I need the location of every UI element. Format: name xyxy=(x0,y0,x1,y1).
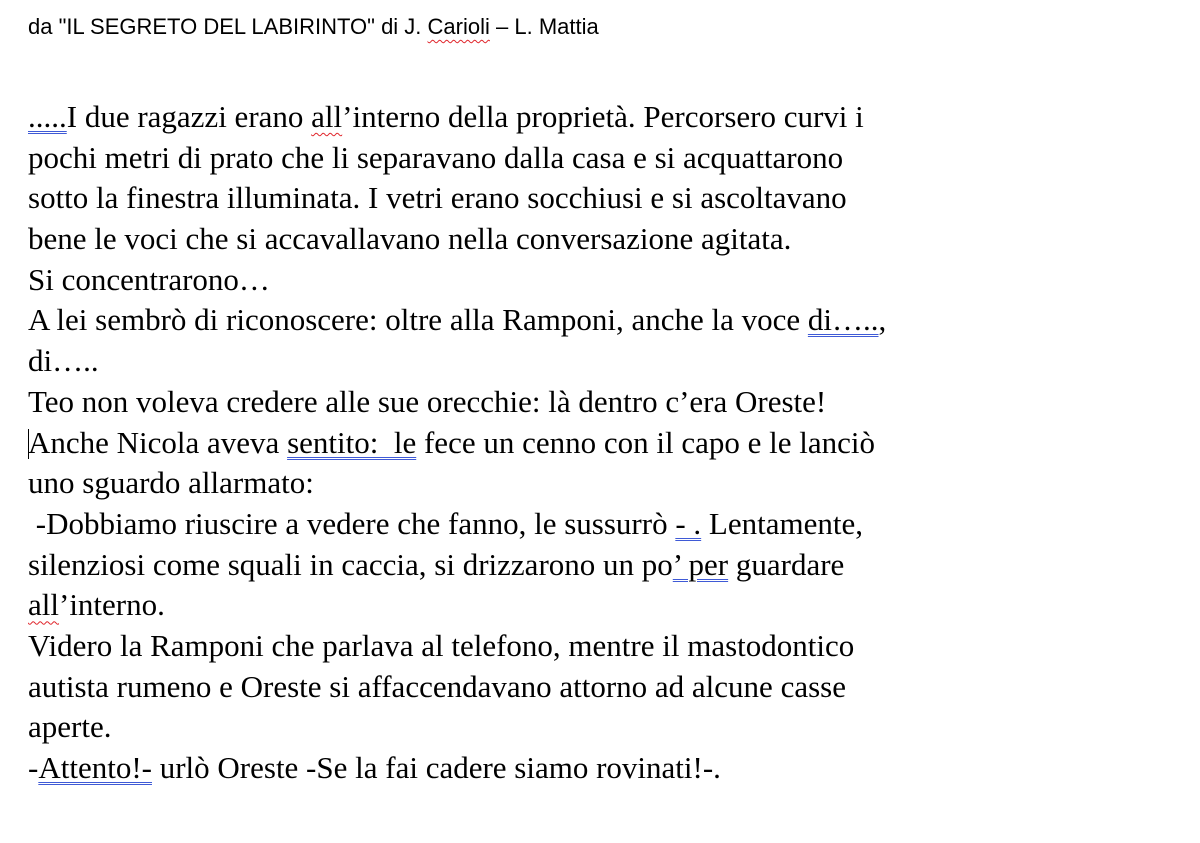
text-line-16: aperte. xyxy=(28,709,112,745)
text-line-15: autista rumeno e Oreste si affaccendavano attorno ad alcune casse xyxy=(28,668,846,704)
spelling-flag[interactable]: all xyxy=(28,587,59,623)
text-line-8: Teo non voleva credere alle sue orecchie: là dentro c’era Oreste! xyxy=(28,383,827,419)
document-body[interactable] xyxy=(28,97,1178,789)
text-line-13: all’interno. xyxy=(28,587,165,623)
text-line-14: Videro la Ramponi che parlava al telefono, mentre il mastodontico xyxy=(28,627,855,663)
spelling-flag[interactable]: all xyxy=(311,99,343,134)
text-line-12: silenziosi come squali in caccia, si drizzarono un po’ per guardare xyxy=(28,546,845,582)
text-line-2: pochi metri di prato che li separavano dalla casa e si acquattarono xyxy=(28,139,844,175)
header-author-misspelled[interactable]: Carioli xyxy=(427,14,490,39)
text-line-17: -Attento!- urlò Oreste -Se la fai cadere siamo rovinati!-. xyxy=(28,750,721,785)
document-header xyxy=(28,12,599,42)
header-text: da "IL SEGRETO DEL LABIRINTO" di J. xyxy=(28,14,428,39)
grammar-flag[interactable]: ..... xyxy=(28,99,67,134)
text-line-4: bene le voci che si accavallavano nella conversazione agitata. xyxy=(28,221,792,257)
grammar-flag[interactable]: Attento!- xyxy=(38,750,152,785)
text-line-6: A lei sembrò di riconoscere: oltre alla Ramponi, anche la voce di….., xyxy=(28,302,887,338)
header-text-end: – L. Mattia xyxy=(489,14,599,39)
grammar-flag[interactable]: ’ per xyxy=(672,546,729,582)
text-line-9: Anche Nicola aveva sentito: le fece un cenno con il capo e le lanciò xyxy=(28,424,875,460)
text-line-10: uno sguardo allarmato: xyxy=(28,465,314,501)
text-line-7: di….. xyxy=(28,343,99,379)
text-line-3: sotto la finestra illuminata. I vetri erano socchiusi e si ascoltavano xyxy=(28,180,847,216)
grammar-flag[interactable]: sentito: le xyxy=(287,424,417,460)
grammar-flag[interactable]: di….. xyxy=(807,302,879,338)
text-line-5: Si concentrarono… xyxy=(28,261,270,297)
text-line-11: -Dobbiamo riuscire a vedere che fanno, le sussurrò - . Lentamente, xyxy=(28,505,863,541)
text-line-1: .....I due ragazzi erano all’interno della proprietà. Percorsero curvi i xyxy=(28,99,864,134)
grammar-flag[interactable]: - . xyxy=(675,505,702,541)
